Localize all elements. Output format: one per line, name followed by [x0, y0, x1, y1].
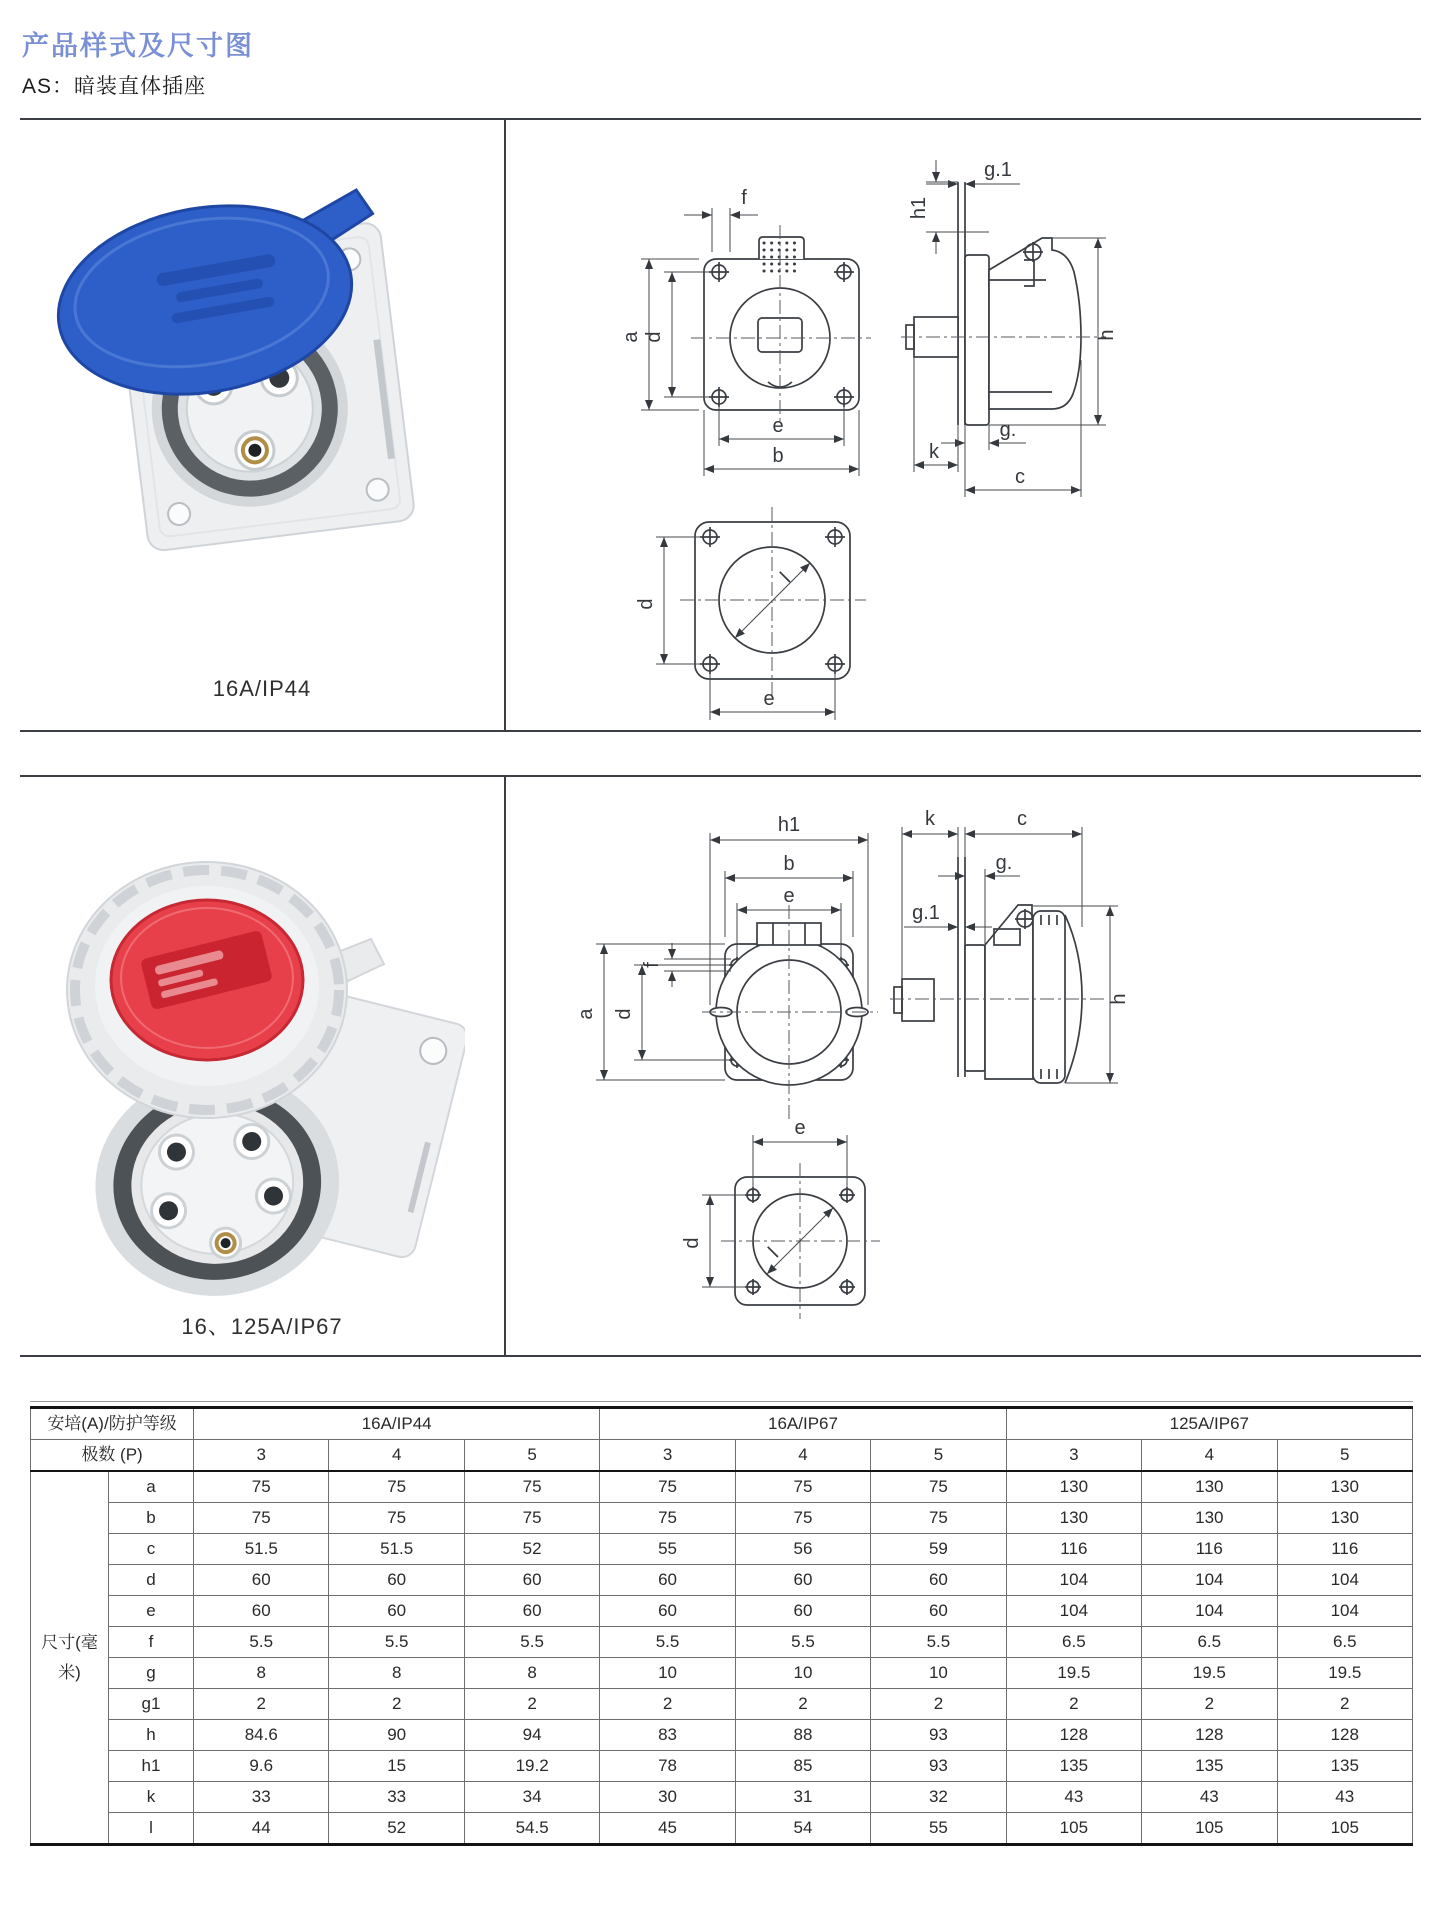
dim-value-cell: 75 — [735, 1471, 870, 1503]
dim-value-cell: 130 — [1277, 1471, 1412, 1503]
dim-value-cell: 31 — [735, 1782, 870, 1813]
dim-value-cell: 104 — [1142, 1596, 1277, 1627]
dim-value-cell: 5.5 — [871, 1627, 1006, 1658]
dim-row-k — [31, 1782, 1413, 1813]
dim-label-g1: g.1 — [984, 159, 1012, 181]
dim-value-cell: 2 — [329, 1689, 464, 1720]
product-photo-16a-ip44 — [45, 150, 465, 660]
poles-header-row — [31, 1440, 1413, 1472]
dim-value-cell: 6.5 — [1277, 1627, 1412, 1658]
side-view — [901, 182, 1106, 425]
dim-value-cell: 60 — [464, 1596, 599, 1627]
dim-value-cell: 43 — [1277, 1782, 1412, 1813]
pole-count-cell: 5 — [1277, 1440, 1412, 1472]
dim-row-b — [31, 1503, 1413, 1534]
dim-letter-cell: k — [109, 1782, 194, 1813]
dim-value-cell: 78 — [600, 1751, 735, 1782]
dim-value-cell: 5.5 — [600, 1627, 735, 1658]
dim-value-cell: 75 — [600, 1471, 735, 1503]
dim-value-cell: 130 — [1142, 1471, 1277, 1503]
dim-value-cell: 54.5 — [464, 1813, 599, 1845]
dim-value-cell: 2 — [735, 1689, 870, 1720]
dim-value-cell: 45 — [600, 1813, 735, 1845]
dimension-rows — [31, 1471, 1413, 1845]
dim-label-h1: h1 — [908, 196, 930, 220]
dims-unit-label: 尺寸(毫米) — [31, 1471, 109, 1845]
dim-label-l: l — [764, 1243, 784, 1263]
dim-value-cell: 60 — [871, 1596, 1006, 1627]
dim-value-cell: 75 — [464, 1471, 599, 1503]
dim-value-cell: 60 — [329, 1565, 464, 1596]
dim-label-d: d — [635, 598, 657, 610]
dim-value-cell: 75 — [329, 1471, 464, 1503]
dim-value-cell: 135 — [1006, 1751, 1141, 1782]
group-header-16a-ip44: 16A/IP44 — [194, 1408, 600, 1440]
pole-count-cell: 3 — [600, 1440, 735, 1472]
dim-value-cell: 60 — [194, 1565, 329, 1596]
dim-value-cell: 135 — [1142, 1751, 1277, 1782]
dim-label-e: e — [772, 415, 784, 437]
dim-value-cell: 5.5 — [464, 1627, 599, 1658]
dim-value-cell: 128 — [1277, 1720, 1412, 1751]
dim-value-cell: 8 — [329, 1658, 464, 1689]
caption-16-125a-ip67: 16、125A/IP67 — [181, 1314, 343, 1339]
dim-value-cell: 2 — [194, 1689, 329, 1720]
dim-letter-cell: c — [109, 1534, 194, 1565]
dim-label-k: k — [929, 441, 939, 463]
dim-value-cell: 32 — [871, 1782, 1006, 1813]
dim-value-cell: 75 — [735, 1503, 870, 1534]
dim-label-b: b — [772, 445, 784, 467]
dim-label-a: a — [575, 1008, 597, 1020]
dim-value-cell: 34 — [464, 1782, 599, 1813]
dim-value-cell: 60 — [194, 1596, 329, 1627]
poles-header-label: 极数 (P) — [31, 1440, 194, 1472]
dim-label-k: k — [925, 808, 935, 830]
dim-value-cell: 104 — [1006, 1565, 1141, 1596]
dim-value-cell: 75 — [600, 1503, 735, 1534]
dim-value-cell: 5.5 — [735, 1627, 870, 1658]
amp-header-label: 安培(A)/防护等级 — [31, 1408, 194, 1440]
dim-value-cell: 33 — [194, 1782, 329, 1813]
dim-value-cell: 128 — [1142, 1720, 1277, 1751]
dim-row-g1 — [31, 1689, 1413, 1720]
page-title: 产品样式及尺寸图 — [22, 31, 254, 61]
dim-value-cell: 60 — [464, 1565, 599, 1596]
dim-value-cell: 60 — [600, 1596, 735, 1627]
dim-value-cell: 55 — [871, 1813, 1006, 1845]
dim-value-cell: 75 — [194, 1471, 329, 1503]
dim-value-cell: 75 — [871, 1503, 1006, 1534]
cutout-view — [681, 1117, 880, 1319]
dim-value-cell: 75 — [464, 1503, 599, 1534]
dim-value-cell: 19.2 — [464, 1751, 599, 1782]
dim-letter-cell: b — [109, 1503, 194, 1534]
page-subtitle: AS：暗装直体插座 — [22, 75, 207, 98]
product-photo-125a-ip67 — [45, 832, 465, 1342]
dim-value-cell: 10 — [600, 1658, 735, 1689]
dim-value-cell: 60 — [600, 1565, 735, 1596]
dim-value-cell: 2 — [1006, 1689, 1141, 1720]
pole-count-cell: 4 — [1142, 1440, 1277, 1472]
group-header-125a-ip67: 125A/IP67 — [1006, 1408, 1412, 1440]
red-socket-photo — [45, 832, 465, 1342]
dim-label-d: d — [643, 331, 665, 343]
section-16a-ip44 — [20, 118, 1421, 732]
dim-value-cell: 2 — [871, 1689, 1006, 1720]
dim-value-cell: 104 — [1142, 1565, 1277, 1596]
dim-label-d: d — [613, 1008, 635, 1020]
dim-row-a — [31, 1471, 1413, 1503]
dim-row-g — [31, 1658, 1413, 1689]
dim-row-l — [31, 1813, 1413, 1845]
dim-value-cell: 93 — [871, 1751, 1006, 1782]
dim-value-cell: 130 — [1006, 1503, 1141, 1534]
dim-letter-cell: e — [109, 1596, 194, 1627]
dimension-drawing-16a-ip44 — [506, 120, 1423, 730]
dim-value-cell: 60 — [329, 1596, 464, 1627]
dim-label-l: l — [776, 568, 796, 588]
dim-value-cell: 60 — [871, 1565, 1006, 1596]
dim-value-cell: 60 — [735, 1596, 870, 1627]
caption-16a-ip44: 16A/IP44 — [212, 676, 312, 701]
dim-letter-cell: h — [109, 1720, 194, 1751]
dim-value-cell: 2 — [600, 1689, 735, 1720]
dim-value-cell: 56 — [735, 1534, 870, 1565]
dim-letter-cell: h1 — [109, 1751, 194, 1782]
dim-letter-cell: g1 — [109, 1689, 194, 1720]
dim-label-b: b — [783, 853, 795, 875]
dim-value-cell: 9.6 — [194, 1751, 329, 1782]
blue-socket-photo — [45, 150, 465, 660]
dim-value-cell: 10 — [871, 1658, 1006, 1689]
dim-value-cell: 75 — [194, 1503, 329, 1534]
dim-label-g1: g.1 — [912, 902, 940, 924]
dim-value-cell: 55 — [600, 1534, 735, 1565]
dim-value-cell: 52 — [329, 1813, 464, 1845]
dim-value-cell: 10 — [735, 1658, 870, 1689]
dim-value-cell: 104 — [1006, 1596, 1141, 1627]
dim-label-h: h — [1108, 993, 1130, 1005]
dim-label-f: f — [741, 187, 747, 209]
dim-value-cell: 104 — [1277, 1596, 1412, 1627]
dim-value-cell: 2 — [1277, 1689, 1412, 1720]
dim-value-cell: 43 — [1142, 1782, 1277, 1813]
dim-value-cell: 116 — [1006, 1534, 1141, 1565]
dim-value-cell: 104 — [1277, 1565, 1412, 1596]
dim-value-cell: 94 — [464, 1720, 599, 1751]
dim-label-f: f — [641, 962, 663, 968]
dim-letter-cell: f — [109, 1627, 194, 1658]
section-16-125a-ip67 — [20, 775, 1421, 1357]
dim-value-cell: 88 — [735, 1720, 870, 1751]
dim-value-cell: 15 — [329, 1751, 464, 1782]
dim-label-c: c — [1015, 466, 1025, 488]
dim-value-cell: 51.5 — [194, 1534, 329, 1565]
dim-label-h: h — [1096, 329, 1118, 341]
dim-letter-cell: l — [109, 1813, 194, 1845]
pole-count-cell: 4 — [329, 1440, 464, 1472]
dim-value-cell: 105 — [1006, 1813, 1141, 1845]
dim-value-cell: 6.5 — [1142, 1627, 1277, 1658]
dim-value-cell: 5.5 — [329, 1627, 464, 1658]
dim-value-cell: 19.5 — [1006, 1658, 1141, 1689]
dim-value-cell: 128 — [1006, 1720, 1141, 1751]
table-top-rule — [30, 1401, 1413, 1402]
dim-letter-cell: g — [109, 1658, 194, 1689]
dim-value-cell: 19.5 — [1142, 1658, 1277, 1689]
side-view — [890, 857, 1106, 1083]
dim-value-cell: 75 — [329, 1503, 464, 1534]
dim-label-e: e — [794, 1117, 806, 1139]
dim-value-cell: 116 — [1277, 1534, 1412, 1565]
dim-value-cell: 6.5 — [1006, 1627, 1141, 1658]
dim-value-cell: 44 — [194, 1813, 329, 1845]
dim-value-cell: 130 — [1142, 1503, 1277, 1534]
dim-letter-cell: d — [109, 1565, 194, 1596]
dim-value-cell: 105 — [1142, 1813, 1277, 1845]
front-view — [691, 225, 871, 425]
dim-value-cell: 8 — [464, 1658, 599, 1689]
dim-row-d — [31, 1565, 1413, 1596]
dim-value-cell: 30 — [600, 1782, 735, 1813]
dim-letter-cell: a — [109, 1471, 194, 1503]
group-header-16a-ip67: 16A/IP67 — [600, 1408, 1006, 1440]
dim-value-cell: 93 — [871, 1720, 1006, 1751]
dim-value-cell: 2 — [464, 1689, 599, 1720]
dim-value-cell: 130 — [1277, 1503, 1412, 1534]
dim-value-cell: 105 — [1277, 1813, 1412, 1845]
dim-label-g: g. — [999, 419, 1017, 441]
amp-header-row — [31, 1408, 1413, 1440]
dim-label-e: e — [763, 688, 775, 710]
dim-value-cell: 83 — [600, 1720, 735, 1751]
dimension-drawing-ip67 — [506, 777, 1423, 1355]
dim-value-cell: 130 — [1006, 1471, 1141, 1503]
dim-value-cell: 33 — [329, 1782, 464, 1813]
dim-row-h1 — [31, 1751, 1413, 1782]
dim-label-g: g. — [995, 852, 1013, 874]
dim-value-cell: 19.5 — [1277, 1658, 1412, 1689]
dim-row-f — [31, 1627, 1413, 1658]
dim-value-cell: 90 — [329, 1720, 464, 1751]
dim-value-cell: 85 — [735, 1751, 870, 1782]
dim-row-c — [31, 1534, 1413, 1565]
pole-count-cell: 3 — [1006, 1440, 1141, 1472]
dim-label-c: c — [1017, 808, 1027, 830]
dim-row-h — [31, 1720, 1413, 1751]
pole-count-cell: 4 — [735, 1440, 870, 1472]
dim-value-cell: 8 — [194, 1658, 329, 1689]
dim-value-cell: 5.5 — [194, 1627, 329, 1658]
cutout-view — [635, 507, 866, 720]
dim-label-a: a — [620, 331, 642, 343]
pole-count-cell: 3 — [194, 1440, 329, 1472]
dim-label-e: e — [783, 885, 795, 907]
dim-value-cell: 116 — [1142, 1534, 1277, 1565]
dim-label-h1: h1 — [777, 814, 801, 836]
dim-value-cell: 84.6 — [194, 1720, 329, 1751]
dim-value-cell: 75 — [871, 1471, 1006, 1503]
dim-value-cell: 54 — [735, 1813, 870, 1845]
pole-count-cell: 5 — [871, 1440, 1006, 1472]
dimension-spec-table — [30, 1406, 1413, 1846]
dim-row-e — [31, 1596, 1413, 1627]
dim-value-cell: 60 — [735, 1565, 870, 1596]
dim-label-d: d — [681, 1237, 703, 1249]
pole-count-cell: 5 — [464, 1440, 599, 1472]
dim-value-cell: 52 — [464, 1534, 599, 1565]
front-view — [702, 905, 878, 1122]
dim-value-cell: 135 — [1277, 1751, 1412, 1782]
dim-value-cell: 43 — [1006, 1782, 1141, 1813]
dim-value-cell: 2 — [1142, 1689, 1277, 1720]
dim-value-cell: 59 — [871, 1534, 1006, 1565]
dim-value-cell: 51.5 — [329, 1534, 464, 1565]
